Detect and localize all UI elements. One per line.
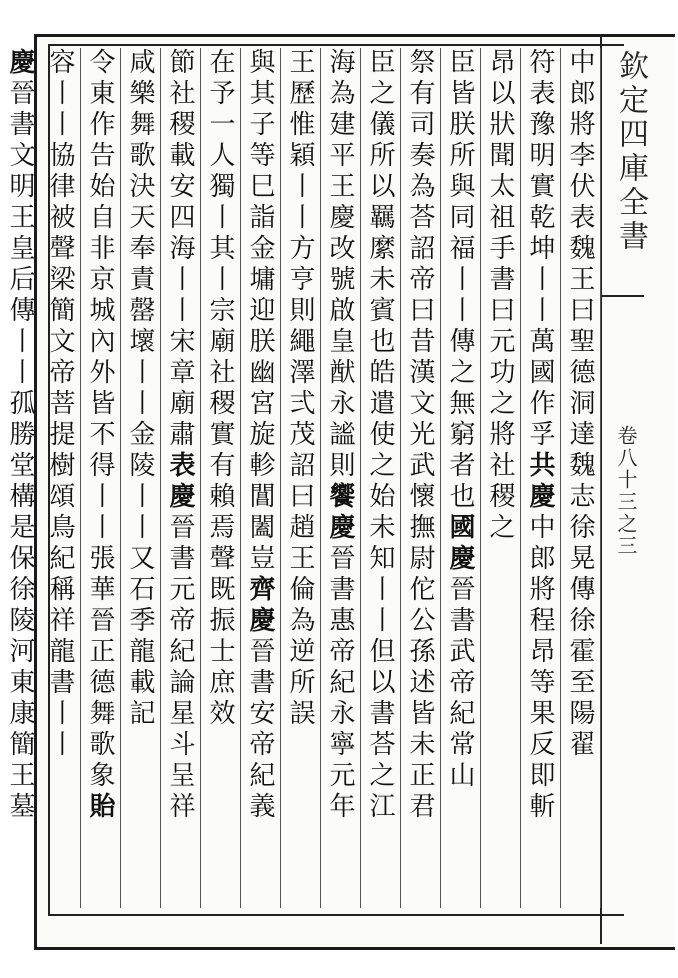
heading-biao-qing: 表慶 [165, 451, 195, 513]
margin-divider [600, 295, 644, 297]
note-text: 魏志徐晃傳徐霍至陽翟 [565, 451, 595, 761]
note-text: 金陵丨丨又石季龍載記 [125, 420, 155, 730]
note-text: 聲既振士庶效 [205, 544, 235, 730]
heading-qing: 慶 [5, 48, 35, 79]
column-text: 令東作告始自非京城內外皆不得丨丨張華晉正德舞歌象 [85, 48, 115, 792]
column-text: 與其子等巳詣金墉迎朕幽宮旋軫閶闔豈 [245, 48, 275, 575]
text-column-13 [80, 48, 121, 908]
note-text: 晉書安帝紀義 [245, 637, 275, 823]
volume-label: 卷八十三之三 [614, 425, 638, 557]
column-text: 昂以狀聞太祖手書曰元功之將社稷之 [485, 48, 515, 544]
heading-qi-qing: 齊慶 [245, 575, 275, 637]
note-text: 詔曰趙王倫為逆所誤 [285, 451, 315, 730]
column-text: 容丨丨協律被聲梁簡文帝菩提樹頌鳥紀稱祥龍書丨丨 [45, 48, 75, 761]
column-text: 臣之儀所以羈縻未賓也皓遣使之始未知丨丨但以書荅之江 [365, 48, 395, 823]
column-text: 晉書文明王皇后傳丨丨孤勝堂構是保徐陵河東康簡王墓 [5, 79, 35, 823]
column-text: 臣皆朕所與同福丨丨傳之無窮者也 [445, 48, 475, 513]
text-column-4 [440, 48, 481, 908]
note-text: 中郎將程昂等果反即斬 [525, 513, 555, 823]
column-text: 祭有司奏為荅詔帝曰昔漢文光武懷撫尉佗公孫述皆未正君 [405, 48, 435, 823]
column-text: 節社稷載安四海丨丨宋章廟肅 [165, 48, 195, 451]
text-column-14 [40, 48, 81, 908]
column-text: 中郎將李伏表魏王曰聖德洞達 [565, 48, 595, 451]
column-text: 符表豫明實乾坤丨丨萬國作孚 [525, 48, 555, 451]
text-column-15 [0, 48, 40, 908]
note-text: 晉書武帝紀常山 [445, 575, 475, 792]
text-column-3 [480, 48, 521, 908]
text-column-7 [320, 48, 361, 908]
note-text: 晉書惠帝紀永寧元年 [325, 544, 355, 823]
heading-guo-qing: 國慶 [445, 513, 475, 575]
text-column-6 [360, 48, 401, 908]
text-column-9 [240, 48, 281, 908]
book-title: 欽定四庫全書 [613, 50, 648, 254]
note-text: 晉書元帝紀論星斗呈祥 [165, 513, 195, 823]
text-column-8 [280, 48, 321, 908]
heading-yi: 貽 [85, 792, 115, 823]
text-column-11 [160, 48, 201, 908]
text-column-2 [520, 48, 561, 908]
text-column-10 [200, 48, 241, 908]
text-column-12 [120, 48, 161, 908]
text-column-1 [560, 48, 601, 908]
column-text: 在予一人獨丨其丨宗廟社稷實有賴焉 [205, 48, 235, 544]
heading-xiang-qing: 饗慶 [325, 482, 355, 544]
text-column-5 [400, 48, 441, 908]
heading-gong-qing: 共慶 [525, 451, 555, 513]
column-text: 王歷惟穎丨丨方亨則繩澤弍茂 [285, 48, 315, 451]
column-text: 海為建平王慶改號啟皇猷永謐則 [325, 48, 355, 482]
column-text: 咸樂舞歌決天奉責罄壞丨丨 [125, 48, 155, 420]
